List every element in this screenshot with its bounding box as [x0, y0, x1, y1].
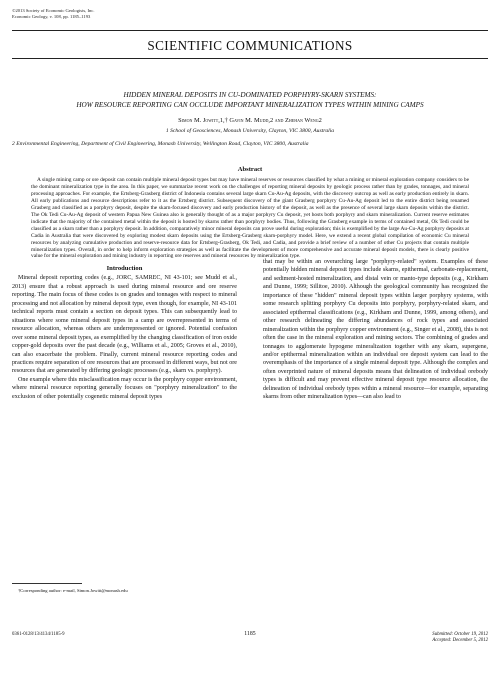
abstract-heading: Abstract [237, 166, 263, 173]
submission-dates [432, 632, 488, 644]
submitted-date: Submitted: October 19, 2012 [432, 632, 488, 637]
paper-title-line-1: HIDDEN MINERAL DEPOSITS IN CU-DOMINATED PORPHYRY-SKARN SYSTEMS: [123, 91, 377, 99]
introduction-heading: Introduction [106, 265, 143, 272]
header-rule-top [12, 30, 488, 31]
journal-citation: Economic Geology, v. 108, pp. 1185–1193 [12, 14, 91, 19]
section-title: SCIENTIFIC COMMUNICATIONS [147, 38, 353, 53]
affiliation-2: 2 Environmental Engineering, Department of Civil Engineering, Monash University, Wellington Road, Clayton, VIC 3800, Australia [12, 141, 309, 147]
right-column [263, 258, 488, 402]
intro-paragraph-1: Mineral deposit reporting codes (e.g., JORC, SAMREC, NI 43-101; see Mudd et al., 2013) ensure that a robust approach is used during mineral resource and ore reserve reporting. The main focus of these codes is on grades and tonnages with respect to mineral processing and not allocation by mineral deposit type, even though, for example, NI 43-101 technical reports must contain a section on deposit types. This can subsequently lead to situations where some mineral deposit types in a camp are overrepresented in terms of resource allocation, whereas others are underrepresented or ignored. Potential confusion over some mineral deposit types, as exemplified by the changing classification of iron oxide copper-gold deposits over the past decade (e.g., Williams et al., 2005; Groves et al., 2010), can also exacerbate the problem. Finally, current mineral resource reporting codes and practices require separation of ore resources that are processed in different ways, but not ore resources that are generated by differing geologic processes (e.g., skarn vs. porphyry). [12, 275, 237, 375]
header-rule-bottom [12, 58, 488, 59]
authors: Simon M. Jowitt,1,† Gavin M. Mudd,2 and Zhehan Weng2 [178, 117, 322, 124]
footnote-rule [12, 583, 82, 584]
accepted-date: Accepted: December 5, 2012 [432, 638, 488, 643]
intro-paragraph-2: One example where this misclassification may occur is the porphyry copper environment, where mineral resource reporting generally focuses on "porphyry mineralization" to the exclusion of other potentially cogenetic mineral deposit types [12, 376, 237, 400]
corresponding-author-footnote: †Corresponding author: e-mail, Simon.Jowitt@monash.edu [18, 588, 128, 593]
issn-code: 0361-0128/13/4134/1185-9 [12, 632, 65, 637]
copyright-line: ©2013 Society of Economic Geologists, Inc. [12, 8, 95, 13]
page-number: 1185 [244, 631, 256, 637]
abstract-text: A single mining camp or ore deposit can contain multiple mineral deposit types but may have mineral reserves or resources classified by what a mining or mineral exploration company considers to be the dominant mineralization type in the area. In this paper, we summarize recent work on the challenges of reporting mineral deposits by geologic process rather than by grades, tonnages, and mineral processing approaches. For example, the Ertsberg-Grasberg district of Indonesia contains several large skarn Cu-Au-Ag deposits, with the discovery outcrop as well as early production entirely in skarn. All early publications and resource descriptions refer to it as the Ertsberg district. Subsequent discovery of the giant Grasberg porphyry Cu-Au-Ag deposit led to the entire district being renamed Grasberg and classified as a porphyry deposit, despite the skarn-focused discovery and early production history of the deposit, as well as the presence of several large skarn deposits within the district. The Ok Tedi Cu-Au-Ag deposit of western Papua New Guinea also is generally thought of as a major porphyry Cu deposit, yet hosts both porphyry and skarn mineralization. Current reserve estimates indicate that the majority of the contained metal within the deposit is hosted by skarns rather than porphyry bodies. Thus, following the Grasberg example in terms of contained metal, Ok Tedi could be classified as a skarn rather than a porphyry deposit. In addition, comparatively minor mineral deposits can prove useful during exploration; this is exemplified by the large Au-Cu-Ag porphyry deposits at Cadia in Australia that were discovered by exploring modest skarn deposits using the Ertsberg-Grasberg skarn-porphyry model. Here, we extend a recent global compilation of economic Cu mineral resources by analyzing cumulative production and reserve-resource data for Ertsberg-Grasberg, Ok Tedi, and Cadia, and provide a brief review of a number of other Cu projects that contain multiple mineralization types. Overall, in order to help inform exploration strategies as well as facilitate the development of more comprehensive and accurate mineral deposit models, there is clearly positive value for the mineral exploration and mining industry in reporting ore reserves and mineral resources by mineralization type. [31, 177, 469, 260]
affiliation-1: 1 School of Geosciences, Monash University, Clayton, VIC 3800, Australia [165, 128, 335, 134]
paper-title-line-2: HOW RESOURCE REPORTING CAN OCCLUDE IMPORTANT MINERALIZATION TYPES WITHIN MINING CAMPS [76, 101, 424, 109]
intro-paragraph-continued: that may be within an overarching large "porphyry-related" system. Examples of these potentially hidden mineral deposit types include skarns, epithermal, carbonate-replacement, and sediment-hosted mineralization, and distal vein or manto-type deposits (e.g., Kirkham and Dunne, 1999; Sillitoe, 2010). Although the geological community has recognized the importance of these "hidden" mineral deposit types within larger porphyry systems, with some research splitting porphyry Cu deposits into porphyry, porphyry-related skarn, and associated epithermal classifications (e.g., Kirkham and Dunne, 1999, among others), and other research delineating the differing abundances of rock types and associated mineralization within the porphyry copper environment (e.g., Singer et al., 2008), this is not often the case in the mineral exploration and mining sectors. The combining of grades and tonnages to agglomerate hypogene mineralization together with any skarn, supergene, and/or epithermal mineralization within an individual ore deposit system can lead to the overemphasis of the importance of a single mineral deposit type. Although the complex and often overprinted nature of mineral deposits means that delineation of individual orebody types is difficult and may prevent effective mineral deposit type resource allocation, the delineation of individual orebody types within a mineral resource—for example, separating skarns from other mineralization types—can also lead to [263, 259, 488, 401]
left-column [12, 265, 237, 401]
paper-title [12, 90, 488, 110]
journal-header [12, 8, 94, 20]
